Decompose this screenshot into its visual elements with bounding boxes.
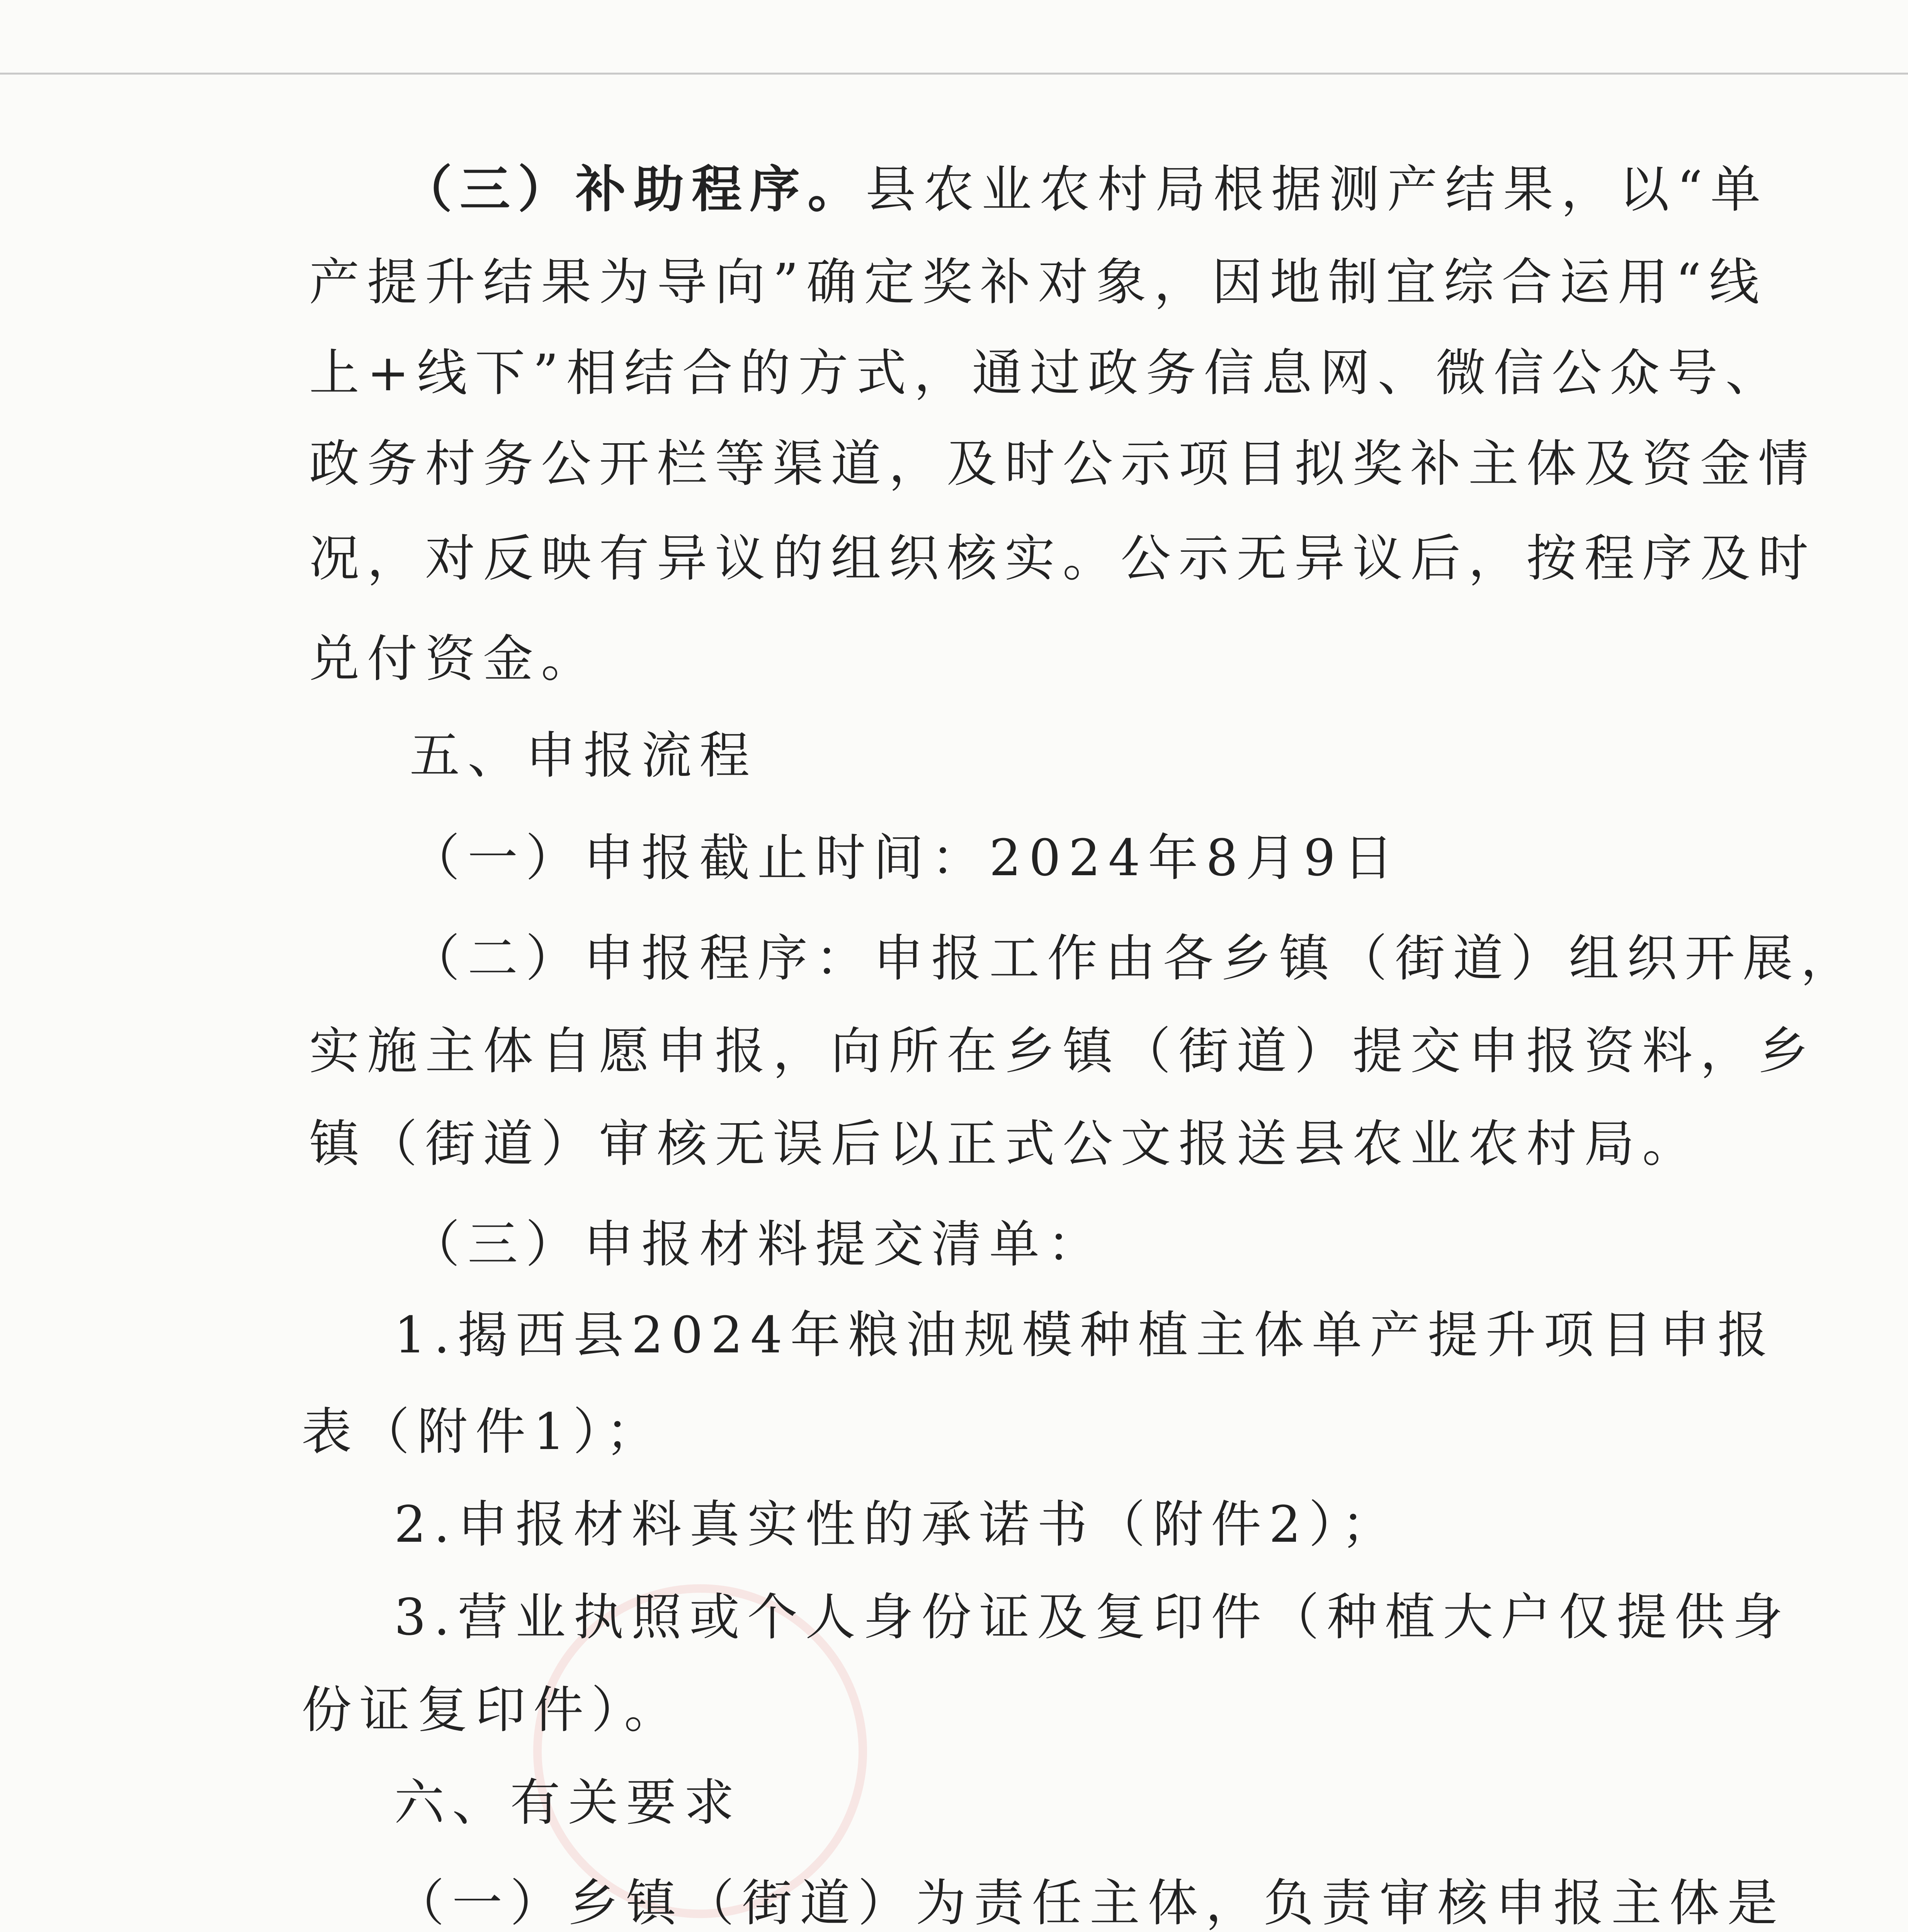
text-segment: 实施主体自愿申报，向所在乡镇（街道）提交申报资料，乡 — [309, 1022, 1816, 1080]
text-line — [410, 709, 757, 802]
text-line — [410, 1198, 1105, 1291]
text-segment: 2.申报材料真实性的承诺书（附件2）； — [394, 1495, 1400, 1554]
text-segment: 上+线下”相结合的方式，通过政务信息网、微信公众号、 — [309, 344, 1784, 402]
text-segment: （三）补助程序。 — [402, 160, 866, 219]
text-segment: （一）乡镇（街道）为责任主体，负责审核申报主体是 — [394, 1874, 1786, 1932]
text-segment: （二）申报程序：申报工作由各乡镇（街道）组织开展， — [410, 929, 1859, 988]
text-segment: （三）申报材料提交清单： — [410, 1215, 1105, 1274]
text-segment: 政务村务公开栏等渠道，及时公示项目拟奖补主体及资金情 — [309, 434, 1816, 493]
text-line — [410, 811, 1401, 904]
text-line — [309, 236, 1767, 328]
text-line — [309, 327, 1783, 419]
text-segment: 镇（街道）审核无误后以正式公文报送县农业农村局。 — [309, 1114, 1701, 1173]
text-line — [394, 1478, 1400, 1571]
text-segment: 况，对反映有异议的组织核实。公示无异议后，按程序及时 — [309, 529, 1816, 588]
text-segment: 五、申报流程 — [410, 726, 758, 785]
text-segment: 1.揭西县2024年粮油规模种植主体单产提升项目申报 — [394, 1306, 1775, 1364]
text-segment: 份证复印件）。 — [301, 1680, 682, 1739]
text-line — [402, 143, 1768, 236]
text-segment: 产提升结果为导向”确定奖补对象，因地制宜综合运用“线 — [309, 253, 1767, 311]
text-line — [309, 612, 599, 705]
text-line — [309, 512, 1816, 605]
text-line — [309, 1097, 1700, 1190]
text-segment: 六、有关要求 — [394, 1773, 742, 1832]
text-line — [309, 1005, 1816, 1097]
text-line — [394, 1289, 1775, 1381]
text-line — [394, 1857, 1785, 1932]
text-line — [394, 1571, 1791, 1663]
text-line — [410, 912, 1859, 1005]
text-segment: 县农业农村局根据测产结果，以“单 — [866, 160, 1769, 219]
text-line — [301, 1385, 664, 1478]
text-segment: 兑付资金。 — [309, 629, 599, 688]
text-line — [394, 1756, 742, 1849]
text-line — [301, 1663, 682, 1756]
text-segment: （一）申报截止时间：2024年8月9日 — [410, 828, 1401, 887]
text-segment: 表（附件1）； — [301, 1402, 664, 1461]
text-segment: 3.营业执照或个人身份证及复印件（种植大户仅提供身 — [394, 1588, 1791, 1646]
text-line — [309, 417, 1816, 510]
